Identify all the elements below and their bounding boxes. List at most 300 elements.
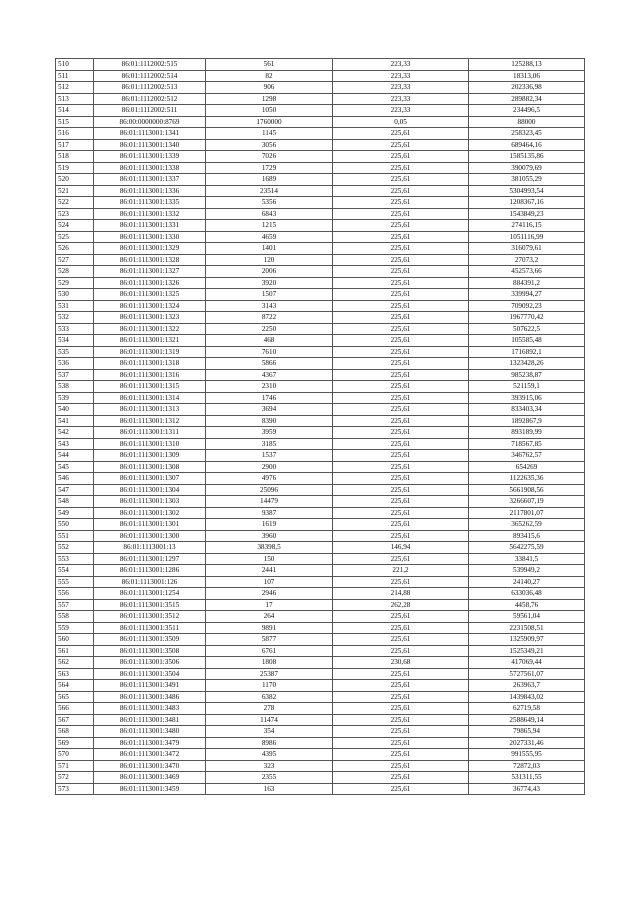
rate-cell: 225,61: [333, 726, 469, 738]
value-cell: 539949,2: [469, 565, 585, 577]
value-cell: 4458,76: [469, 599, 585, 611]
value-cell: 1967770,42: [469, 312, 585, 324]
value-cell: 1892867,9: [469, 415, 585, 427]
rate-cell: 225,61: [333, 450, 469, 462]
table-row: [56, 726, 585, 738]
value-cell: 1208367,16: [469, 197, 585, 209]
cadastral-number-cell: 86:01:1113001:13: [94, 542, 206, 554]
table-row: [56, 427, 585, 439]
value-cell: 985238,87: [469, 369, 585, 381]
value-cell: 79865,94: [469, 726, 585, 738]
area-cell: 120: [206, 254, 333, 266]
area-cell: 354: [206, 726, 333, 738]
table-row: [56, 680, 585, 692]
value-cell: 507622,5: [469, 323, 585, 335]
rate-cell: 225,61: [333, 197, 469, 209]
table-row: [56, 93, 585, 105]
rate-cell: 225,61: [333, 438, 469, 450]
area-cell: 468: [206, 335, 333, 347]
value-cell: 2588649,14: [469, 714, 585, 726]
value-cell: 3266607,19: [469, 496, 585, 508]
row-number-cell: 569: [56, 737, 94, 749]
area-cell: 17: [206, 599, 333, 611]
value-cell: 258323,45: [469, 128, 585, 140]
area-cell: 7610: [206, 346, 333, 358]
area-cell: 2250: [206, 323, 333, 335]
rate-cell: 225,61: [333, 139, 469, 151]
area-cell: 2310: [206, 381, 333, 393]
row-number-cell: 556: [56, 588, 94, 600]
table-row: [56, 300, 585, 312]
rate-cell: 225,61: [333, 461, 469, 473]
row-number-cell: 529: [56, 277, 94, 289]
rate-cell: 225,61: [333, 220, 469, 232]
cadastral-number-cell: 86:01:1113001:1316: [94, 369, 206, 381]
row-number-cell: 560: [56, 634, 94, 646]
cadastral-number-cell: 86:01:1113001:1310: [94, 438, 206, 450]
cadastral-number-cell: 86:01:1113001:1301: [94, 519, 206, 531]
value-cell: 2027331,46: [469, 737, 585, 749]
row-number-cell: 518: [56, 151, 94, 163]
table-row: [56, 772, 585, 784]
value-cell: 72872,03: [469, 760, 585, 772]
table-row: [56, 553, 585, 565]
rate-cell: 223,33: [333, 93, 469, 105]
area-cell: 163: [206, 783, 333, 795]
row-number-cell: 547: [56, 484, 94, 496]
area-cell: 38398,5: [206, 542, 333, 554]
cadastral-number-cell: 86:01:1113001:1323: [94, 312, 206, 324]
table-row: [56, 381, 585, 393]
value-cell: 393915,06: [469, 392, 585, 404]
row-number-cell: 524: [56, 220, 94, 232]
table-row: [56, 450, 585, 462]
area-cell: 264: [206, 611, 333, 623]
cadastral-number-cell: 86:01:1113001:1337: [94, 174, 206, 186]
cadastral-number-cell: 86:01:1113001:1303: [94, 496, 206, 508]
table-row: [56, 599, 585, 611]
row-number-cell: 528: [56, 266, 94, 278]
value-cell: 33841,5: [469, 553, 585, 565]
area-cell: 150: [206, 553, 333, 565]
rate-cell: 225,61: [333, 369, 469, 381]
value-cell: 5304993,54: [469, 185, 585, 197]
value-cell: 2231508,51: [469, 622, 585, 634]
rate-cell: 225,61: [333, 415, 469, 427]
value-cell: 417069,44: [469, 657, 585, 669]
row-number-cell: 562: [56, 657, 94, 669]
value-cell: 274116,15: [469, 220, 585, 232]
area-cell: 2441: [206, 565, 333, 577]
row-number-cell: 557: [56, 599, 94, 611]
cadastral-number-cell: 86:01:1113001:3459: [94, 783, 206, 795]
area-cell: 5356: [206, 197, 333, 209]
row-number-cell: 541: [56, 415, 94, 427]
area-cell: 4367: [206, 369, 333, 381]
cadastral-number-cell: 86:01:1113001:3504: [94, 668, 206, 680]
area-cell: 25096: [206, 484, 333, 496]
table-row: [56, 369, 585, 381]
row-number-cell: 519: [56, 162, 94, 174]
row-number-cell: 549: [56, 507, 94, 519]
row-number-cell: 514: [56, 105, 94, 117]
rate-cell: 214,88: [333, 588, 469, 600]
value-cell: 24140,27: [469, 576, 585, 588]
rate-cell: 225,61: [333, 484, 469, 496]
rate-cell: 225,61: [333, 243, 469, 255]
area-cell: 3185: [206, 438, 333, 450]
rate-cell: 225,61: [333, 312, 469, 324]
row-number-cell: 527: [56, 254, 94, 266]
cadastral-number-cell: 86:01:1113001:1302: [94, 507, 206, 519]
rate-cell: 225,61: [333, 473, 469, 485]
value-cell: 833403,34: [469, 404, 585, 416]
table-row: [56, 392, 585, 404]
row-number-cell: 543: [56, 438, 94, 450]
table-row: [56, 565, 585, 577]
area-cell: 5866: [206, 358, 333, 370]
table-row: [56, 116, 585, 128]
rate-cell: 225,61: [333, 622, 469, 634]
cadastral-number-cell: 86:01:1113001:1322: [94, 323, 206, 335]
area-cell: 2946: [206, 588, 333, 600]
area-cell: 4659: [206, 231, 333, 243]
table-row: [56, 105, 585, 117]
cadastral-number-cell: 86:01:1113001:3479: [94, 737, 206, 749]
cadastral-table: [55, 58, 585, 795]
row-number-cell: 553: [56, 553, 94, 565]
row-number-cell: 546: [56, 473, 94, 485]
table-row: [56, 335, 585, 347]
area-cell: 4395: [206, 749, 333, 761]
rate-cell: 225,61: [333, 737, 469, 749]
value-cell: 1325909,97: [469, 634, 585, 646]
area-cell: 2900: [206, 461, 333, 473]
area-cell: 1808: [206, 657, 333, 669]
table-row: [56, 70, 585, 82]
cadastral-number-cell: 86:01:1113001:3511: [94, 622, 206, 634]
table-row: [56, 82, 585, 94]
cadastral-number-cell: 86:01:1113001:3491: [94, 680, 206, 692]
cadastral-number-cell: 86:01:1113001:1304: [94, 484, 206, 496]
area-cell: 8986: [206, 737, 333, 749]
rate-cell: 225,61: [333, 162, 469, 174]
table-row: [56, 691, 585, 703]
value-cell: 105585,48: [469, 335, 585, 347]
value-cell: 884391,2: [469, 277, 585, 289]
rate-cell: 225,61: [333, 289, 469, 301]
table-row: [56, 473, 585, 485]
area-cell: 3960: [206, 530, 333, 542]
table-row: [56, 404, 585, 416]
rate-cell: 225,61: [333, 760, 469, 772]
area-cell: 906: [206, 82, 333, 94]
table-row: [56, 197, 585, 209]
area-cell: 7026: [206, 151, 333, 163]
area-cell: 82: [206, 70, 333, 82]
rate-cell: 221,2: [333, 565, 469, 577]
area-cell: 1170: [206, 680, 333, 692]
cadastral-number-cell: 86:01:1113001:1318: [94, 358, 206, 370]
table-row: [56, 611, 585, 623]
rate-cell: 230,68: [333, 657, 469, 669]
table-row: [56, 588, 585, 600]
table-row: [56, 312, 585, 324]
rate-cell: 225,61: [333, 553, 469, 565]
value-cell: 1585135,86: [469, 151, 585, 163]
cadastral-number-cell: 86:01:1113001:1340: [94, 139, 206, 151]
table-row: [56, 657, 585, 669]
value-cell: 5727561,07: [469, 668, 585, 680]
table-row: [56, 277, 585, 289]
cadastral-number-cell: 86:01:1113001:3508: [94, 645, 206, 657]
rate-cell: 225,61: [333, 530, 469, 542]
value-cell: 289882,34: [469, 93, 585, 105]
row-number-cell: 565: [56, 691, 94, 703]
row-number-cell: 548: [56, 496, 94, 508]
rate-cell: 225,61: [333, 151, 469, 163]
row-number-cell: 568: [56, 726, 94, 738]
rate-cell: 146,94: [333, 542, 469, 554]
area-cell: 1050: [206, 105, 333, 117]
rate-cell: 223,33: [333, 70, 469, 82]
rate-cell: 225,61: [333, 703, 469, 715]
rate-cell: 225,61: [333, 507, 469, 519]
cadastral-number-cell: 86:01:1113001:3469: [94, 772, 206, 784]
rate-cell: 225,61: [333, 691, 469, 703]
area-cell: 6382: [206, 691, 333, 703]
rate-cell: 225,61: [333, 772, 469, 784]
table-row: [56, 220, 585, 232]
row-number-cell: 516: [56, 128, 94, 140]
cadastral-number-cell: 86:01:1113001:3483: [94, 703, 206, 715]
rate-cell: 225,61: [333, 634, 469, 646]
cadastral-number-cell: 86:01:1113001:1325: [94, 289, 206, 301]
cadastral-number-cell: 86:01:1113001:3480: [94, 726, 206, 738]
value-cell: 633036,48: [469, 588, 585, 600]
rate-cell: 225,61: [333, 392, 469, 404]
table-row: [56, 496, 585, 508]
cadastral-number-cell: 86:01:1113001:1324: [94, 300, 206, 312]
area-cell: 1746: [206, 392, 333, 404]
cadastral-number-cell: 86:01:1113001:1339: [94, 151, 206, 163]
value-cell: 1323428,26: [469, 358, 585, 370]
row-number-cell: 531: [56, 300, 94, 312]
cadastral-number-cell: 86:01:1113001:1297: [94, 553, 206, 565]
table-row: [56, 737, 585, 749]
row-number-cell: 526: [56, 243, 94, 255]
area-cell: 5877: [206, 634, 333, 646]
cadastral-number-cell: 86:01:1113001:1311: [94, 427, 206, 439]
row-number-cell: 550: [56, 519, 94, 531]
area-cell: 1619: [206, 519, 333, 531]
rate-cell: 225,61: [333, 668, 469, 680]
value-cell: 521159,1: [469, 381, 585, 393]
row-number-cell: 561: [56, 645, 94, 657]
rate-cell: 0,05: [333, 116, 469, 128]
cadastral-number-cell: 86:01:1113001:1312: [94, 415, 206, 427]
area-cell: 1298: [206, 93, 333, 105]
value-cell: 893189,99: [469, 427, 585, 439]
rate-cell: 225,61: [333, 231, 469, 243]
cadastral-number-cell: 86:01:1113001:1332: [94, 208, 206, 220]
value-cell: 339994,27: [469, 289, 585, 301]
rate-cell: 262,28: [333, 599, 469, 611]
row-number-cell: 537: [56, 369, 94, 381]
rate-cell: 225,61: [333, 358, 469, 370]
table-row: [56, 346, 585, 358]
value-cell: 5642275,59: [469, 542, 585, 554]
table-row: [56, 151, 585, 163]
row-number-cell: 521: [56, 185, 94, 197]
cadastral-number-cell: 86:01:1113001:3472: [94, 749, 206, 761]
row-number-cell: 511: [56, 70, 94, 82]
table-row: [56, 243, 585, 255]
table-row: [56, 208, 585, 220]
value-cell: 1525349,21: [469, 645, 585, 657]
row-number-cell: 536: [56, 358, 94, 370]
area-cell: 23514: [206, 185, 333, 197]
value-cell: 1122635,36: [469, 473, 585, 485]
cadastral-number-cell: 86:01:1112002:511: [94, 105, 206, 117]
value-cell: 654269: [469, 461, 585, 473]
row-number-cell: 513: [56, 93, 94, 105]
area-cell: 4976: [206, 473, 333, 485]
row-number-cell: 564: [56, 680, 94, 692]
rate-cell: 225,61: [333, 714, 469, 726]
cadastral-number-cell: 86:01:1113001:1336: [94, 185, 206, 197]
area-cell: 14479: [206, 496, 333, 508]
row-number-cell: 555: [56, 576, 94, 588]
cadastral-number-cell: 86:01:1113001:1335: [94, 197, 206, 209]
rate-cell: 223,33: [333, 105, 469, 117]
row-number-cell: 515: [56, 116, 94, 128]
row-number-cell: 530: [56, 289, 94, 301]
rate-cell: 225,61: [333, 519, 469, 531]
row-number-cell: 510: [56, 59, 94, 71]
value-cell: 59561,04: [469, 611, 585, 623]
table-row: [56, 323, 585, 335]
value-cell: 202336,98: [469, 82, 585, 94]
area-cell: 323: [206, 760, 333, 772]
cadastral-number-cell: 86:01:1113001:1338: [94, 162, 206, 174]
area-cell: 278: [206, 703, 333, 715]
area-cell: 3056: [206, 139, 333, 151]
area-cell: 11474: [206, 714, 333, 726]
row-number-cell: 538: [56, 381, 94, 393]
value-cell: 893415,6: [469, 530, 585, 542]
cadastral-number-cell: 86:00:0000000:8769: [94, 116, 206, 128]
value-cell: 18313,06: [469, 70, 585, 82]
row-number-cell: 570: [56, 749, 94, 761]
row-number-cell: 540: [56, 404, 94, 416]
rate-cell: 225,61: [333, 266, 469, 278]
table-row: [56, 254, 585, 266]
table-row: [56, 266, 585, 278]
row-number-cell: 563: [56, 668, 94, 680]
cadastral-number-cell: 86:01:1113001:3470: [94, 760, 206, 772]
cadastral-number-cell: 86:01:1113001:3506: [94, 657, 206, 669]
value-cell: 27073,2: [469, 254, 585, 266]
area-cell: 3694: [206, 404, 333, 416]
cadastral-number-cell: 86:01:1112002:515: [94, 59, 206, 71]
rate-cell: 225,61: [333, 323, 469, 335]
value-cell: 1051116,99: [469, 231, 585, 243]
area-cell: 9387: [206, 507, 333, 519]
value-cell: 452573,66: [469, 266, 585, 278]
value-cell: 2117801,07: [469, 507, 585, 519]
table-row: [56, 438, 585, 450]
area-cell: 6843: [206, 208, 333, 220]
row-number-cell: 571: [56, 760, 94, 772]
rate-cell: 225,61: [333, 576, 469, 588]
rate-cell: 225,61: [333, 208, 469, 220]
table-row: [56, 703, 585, 715]
row-number-cell: 517: [56, 139, 94, 151]
cadastral-number-cell: 86:01:1113001:1329: [94, 243, 206, 255]
cadastral-number-cell: 86:01:1113001:126: [94, 576, 206, 588]
table-row: [56, 519, 585, 531]
row-number-cell: 544: [56, 450, 94, 462]
table-row: [56, 415, 585, 427]
value-cell: 1716892,1: [469, 346, 585, 358]
cadastral-number-cell: 86:01:1113001:1309: [94, 450, 206, 462]
rate-cell: 225,61: [333, 346, 469, 358]
cadastral-number-cell: 86:01:1113001:1286: [94, 565, 206, 577]
area-cell: 1145: [206, 128, 333, 140]
area-cell: 1507: [206, 289, 333, 301]
row-number-cell: 539: [56, 392, 94, 404]
row-number-cell: 533: [56, 323, 94, 335]
rate-cell: 225,61: [333, 174, 469, 186]
row-number-cell: 566: [56, 703, 94, 715]
value-cell: 365262,59: [469, 519, 585, 531]
table-row: [56, 622, 585, 634]
table-row: [56, 530, 585, 542]
area-cell: 1215: [206, 220, 333, 232]
value-cell: 234496,5: [469, 105, 585, 117]
area-cell: 561: [206, 59, 333, 71]
row-number-cell: 572: [56, 772, 94, 784]
rate-cell: 225,61: [333, 381, 469, 393]
rate-cell: 225,61: [333, 128, 469, 140]
row-number-cell: 523: [56, 208, 94, 220]
cadastral-number-cell: 86:01:1113001:1326: [94, 277, 206, 289]
rate-cell: 225,61: [333, 404, 469, 416]
table-row: [56, 59, 585, 71]
value-cell: 316079,61: [469, 243, 585, 255]
cadastral-number-cell: 86:01:1113001:3515: [94, 599, 206, 611]
row-number-cell: 554: [56, 565, 94, 577]
table-row: [56, 668, 585, 680]
value-cell: 346762,57: [469, 450, 585, 462]
rate-cell: 225,61: [333, 749, 469, 761]
row-number-cell: 532: [56, 312, 94, 324]
row-number-cell: 559: [56, 622, 94, 634]
table-row: [56, 162, 585, 174]
row-number-cell: 558: [56, 611, 94, 623]
row-number-cell: 522: [56, 197, 94, 209]
area-cell: 2006: [206, 266, 333, 278]
area-cell: 1401: [206, 243, 333, 255]
rate-cell: 225,61: [333, 277, 469, 289]
area-cell: 2355: [206, 772, 333, 784]
row-number-cell: 551: [56, 530, 94, 542]
cadastral-number-cell: 86:01:1112002:513: [94, 82, 206, 94]
area-cell: 8722: [206, 312, 333, 324]
cadastral-number-cell: 86:01:1113001:3486: [94, 691, 206, 703]
cadastral-number-cell: 86:01:1113001:1313: [94, 404, 206, 416]
